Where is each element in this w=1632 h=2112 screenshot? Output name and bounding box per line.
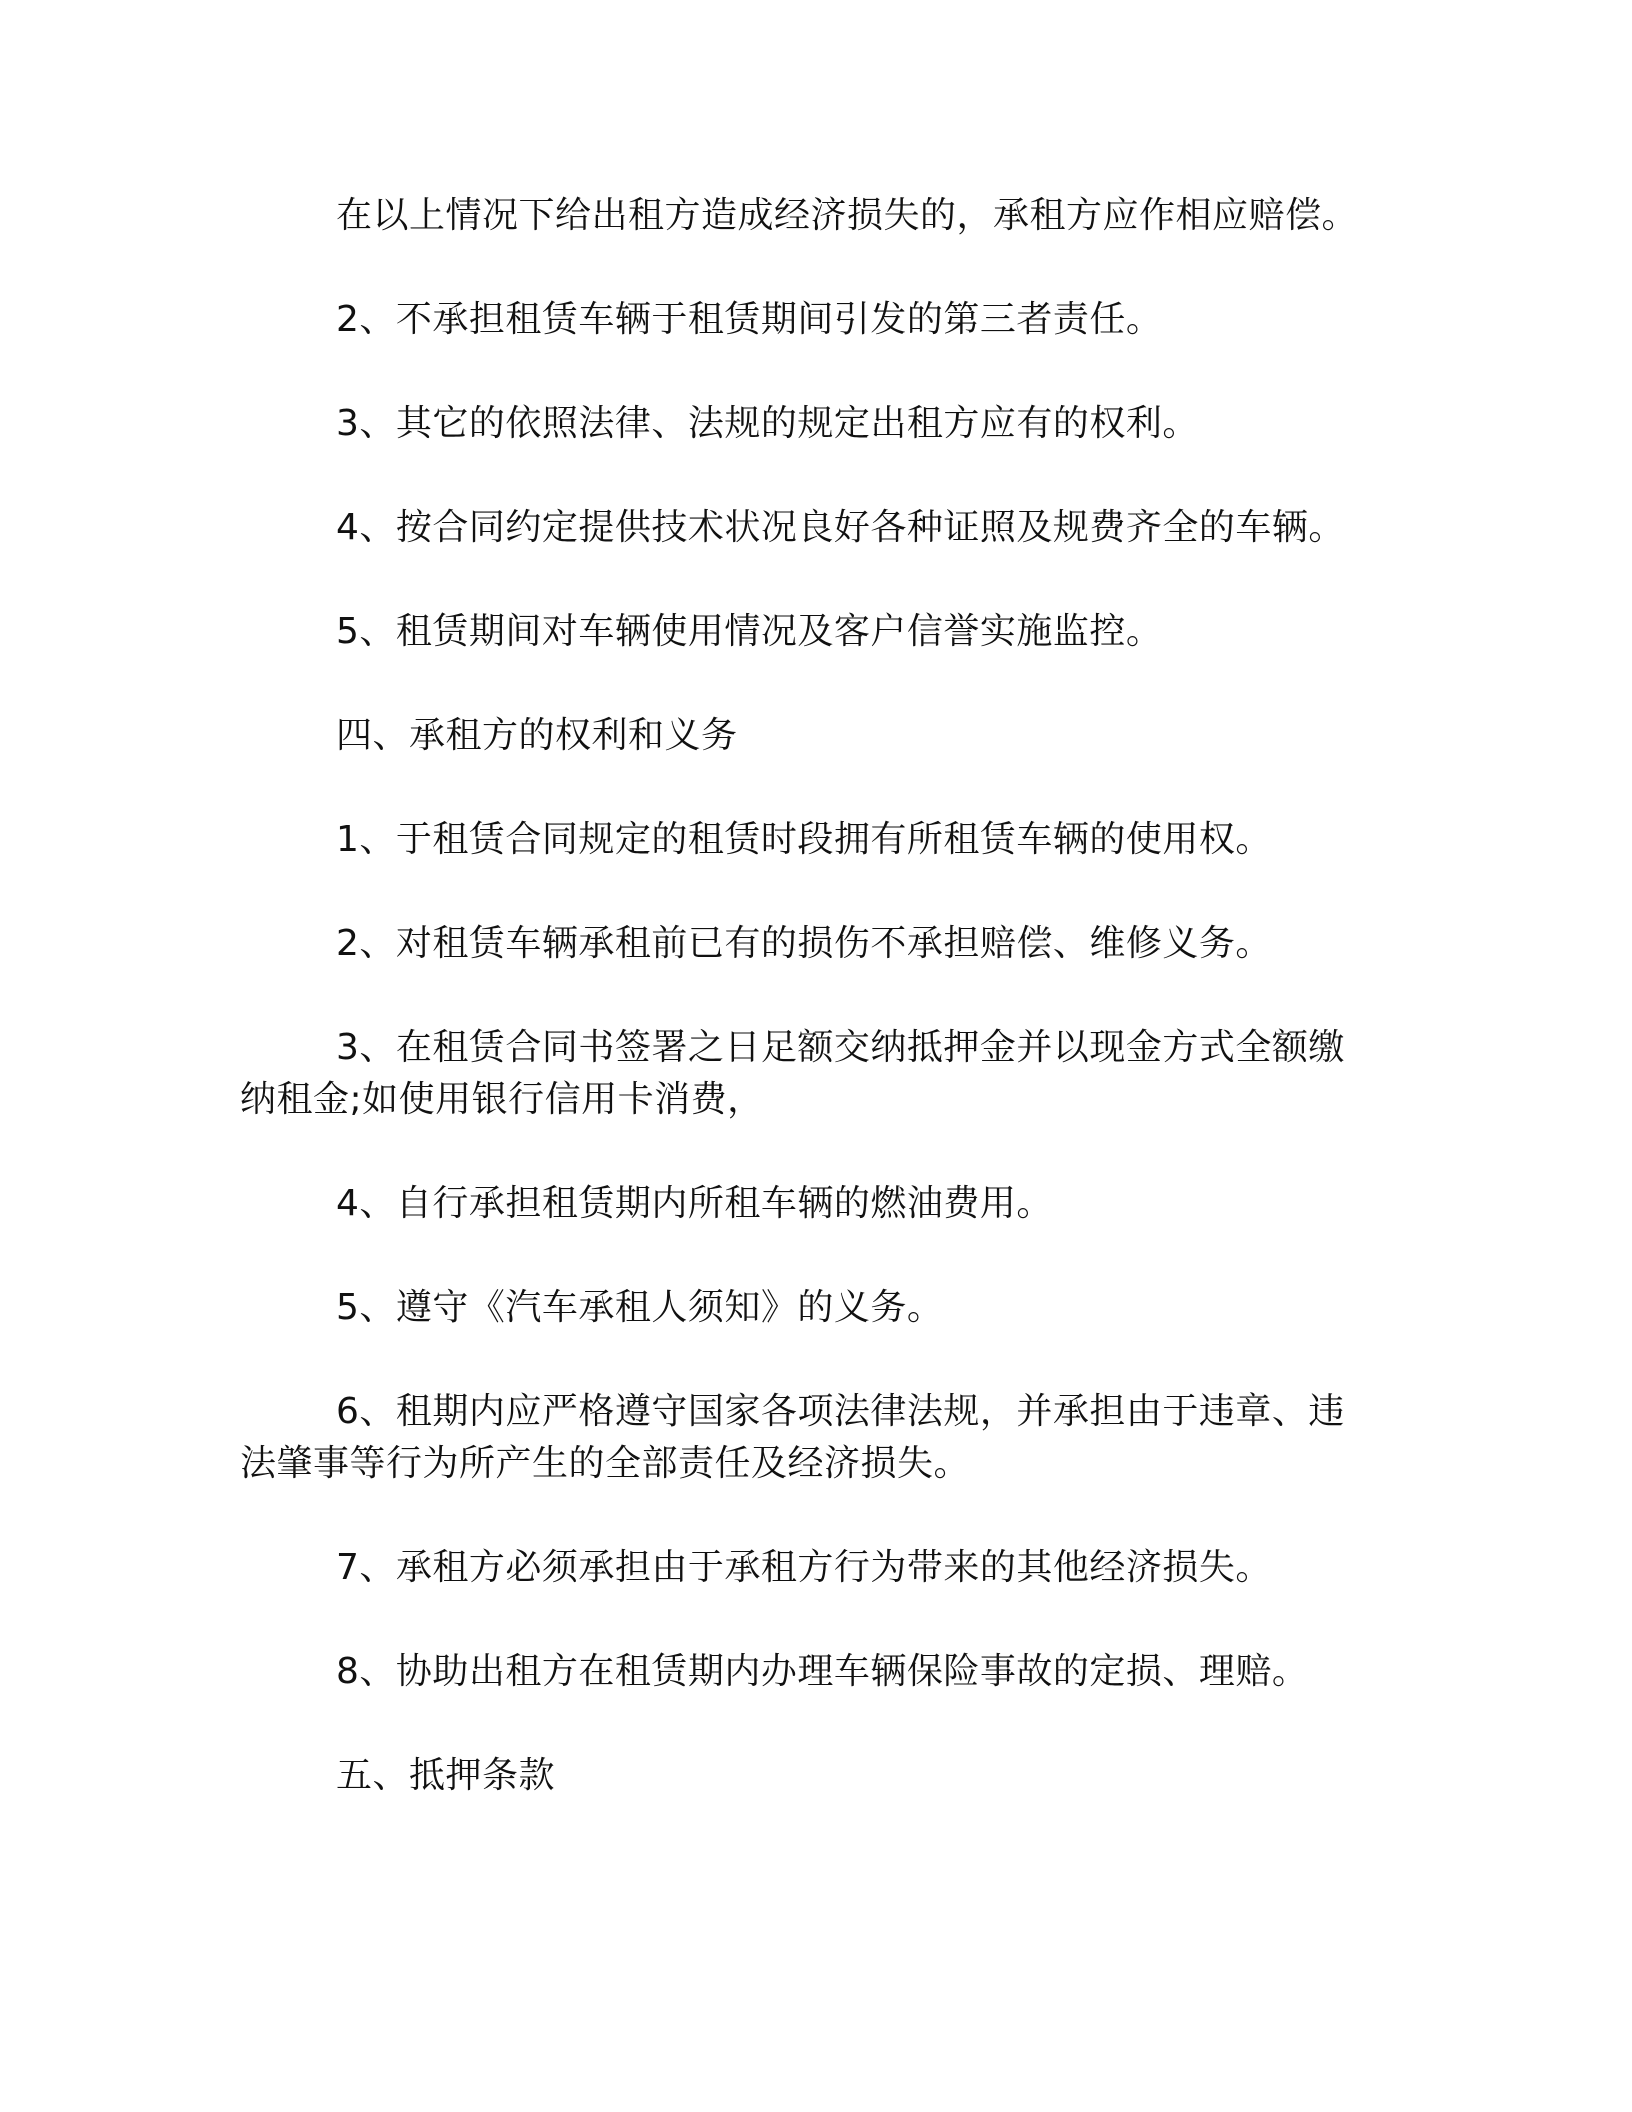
paragraph: 1、于租赁合同规定的租赁时段拥有所租赁车辆的使用权。 [336, 819, 1272, 860]
paragraph: 2、对租赁车辆承租前已有的损伤不承担赔偿、维修义务。 [336, 923, 1272, 964]
paragraph: 8、协助出租方在租赁期内办理车辆保险事故的定损、理赔。 [336, 1651, 1309, 1692]
paragraph: 5、租赁期间对车辆使用情况及客户信誉实施监控。 [336, 611, 1163, 652]
paragraph: 4、按合同约定提供技术状况良好各种证照及规费齐全的车辆。 [336, 507, 1345, 548]
paragraph: 在以上情况下给出租方造成经济损失的，承租方应作相应赔偿。 [336, 195, 1359, 236]
paragraph: 6、租期内应严格遵守国家各项法律法规，并承担由于违章、违法肇事等行为所产生的全部责任及经济损失。 [240, 1391, 1345, 1484]
paragraph: 3、在租赁合同书签署之日足额交纳抵押金并以现金方式全额缴纳租金;如使用银行信用卡消费， [240, 1027, 1345, 1120]
document-body [240, 190, 1380, 1802]
paragraph: 5、遵守《汽车承租人须知》的义务。 [336, 1287, 944, 1328]
section-heading: 四、承租方的权利和义务 [336, 715, 738, 756]
section-heading: 五、抵押条款 [336, 1755, 556, 1796]
paragraph: 4、自行承担租赁期内所租车辆的燃油费用。 [336, 1183, 1053, 1224]
paragraph: 7、承租方必须承担由于承租方行为带来的其他经济损失。 [336, 1547, 1272, 1588]
paragraph: 3、其它的依照法律、法规的规定出租方应有的权利。 [336, 403, 1199, 444]
paragraph: 2、不承担租赁车辆于租赁期间引发的第三者责任。 [336, 299, 1163, 340]
